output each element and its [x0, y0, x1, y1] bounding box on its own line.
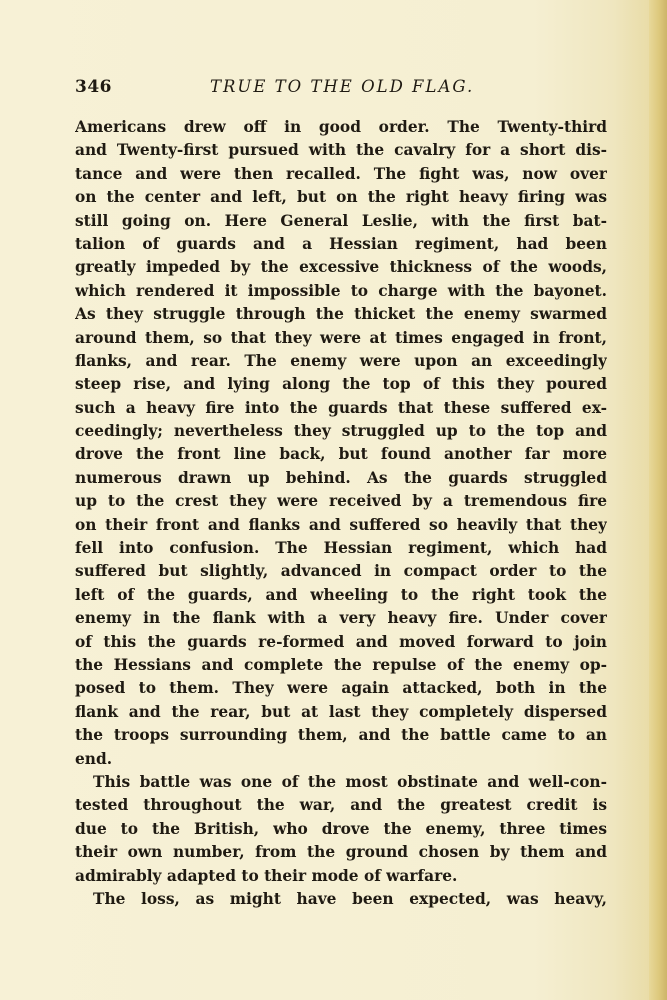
text-line: the Hessians and complete the repulse of the enemy op-	[75, 655, 607, 674]
text-line: enemy in the flank with a very heavy fire. Under cover	[75, 609, 607, 628]
text-line: flank and the rear, but at last they completely dispersed	[75, 702, 607, 721]
text-line: admirably adapted to their mode of warfare.	[75, 866, 458, 885]
text-line: As they struggle through the thicket the enemy swarmed	[75, 305, 607, 324]
text-line: which rendered it impossible to charge with the bayonet.	[75, 281, 607, 300]
text-line: drove the front line back, but found another far more	[75, 445, 607, 464]
text-line: around them, so that they were at times engaged in front,	[75, 328, 607, 347]
text-line: left of the guards, and wheeling to the right took the	[75, 585, 607, 604]
text-line: This battle was one of the most obstinate and well-con-	[93, 772, 607, 791]
running-head: TRUE TO THE OLD FLAG.	[210, 77, 475, 96]
text-line: ceedingly; nevertheless they struggled up to the top and	[75, 422, 607, 441]
text-line: end.	[75, 749, 113, 768]
text-line: the troops surrounding them, and the battle came to an	[75, 726, 607, 745]
text-line: flanks, and rear. The enemy were upon an exceedingly	[75, 351, 607, 370]
text-line: posed to them. They were again attacked, both in the	[75, 679, 607, 698]
page-edge	[649, 0, 667, 1000]
text-line: on the center and left, but on the right heavy firing was	[75, 188, 607, 207]
text-line: greatly impeded by the excessive thickness of the woods,	[75, 258, 607, 277]
text-line: numerous drawn up behind. As the guards struggled	[75, 468, 607, 487]
page-number: 346	[75, 77, 112, 97]
text-line: steep rise, and lying along the top of this they poured	[75, 375, 607, 394]
text-line: fell into confusion. The Hessian regiment, which had	[75, 539, 607, 558]
text-line: still going on. Here General Leslie, with the first bat-	[75, 211, 607, 230]
text-line: their own number, from the ground chosen by them and	[75, 843, 607, 862]
text-line: due to the British, who drove the enemy, three times	[75, 819, 607, 838]
text-line: suffered but slightly, advanced in compact order to the	[75, 562, 607, 581]
text-line: talion of guards and a Hessian regiment, had been	[75, 234, 607, 253]
text-line: of this the guards re-formed and moved forward to join	[75, 632, 607, 651]
body-text	[75, 116, 607, 911]
text-line: up to the crest they were received by a tremendous fire	[75, 492, 607, 511]
text-line: tested throughout the war, and the greatest credit is	[75, 796, 607, 815]
text-line: Americans drew off in good order. The Twenty-third	[75, 118, 607, 136]
text-line: on their front and flanks and suffered so heavily that they	[75, 515, 607, 534]
text-line: tance and were then recalled. The fight was, now over	[75, 164, 607, 183]
text-line: and Twenty-first pursued with the cavalry for a short dis-	[75, 141, 607, 160]
page-header	[75, 77, 607, 101]
text-line: The loss, as might have been expected, was heavy,	[93, 889, 607, 908]
text-line: such a heavy fire into the guards that these suffered ex-	[75, 398, 607, 417]
